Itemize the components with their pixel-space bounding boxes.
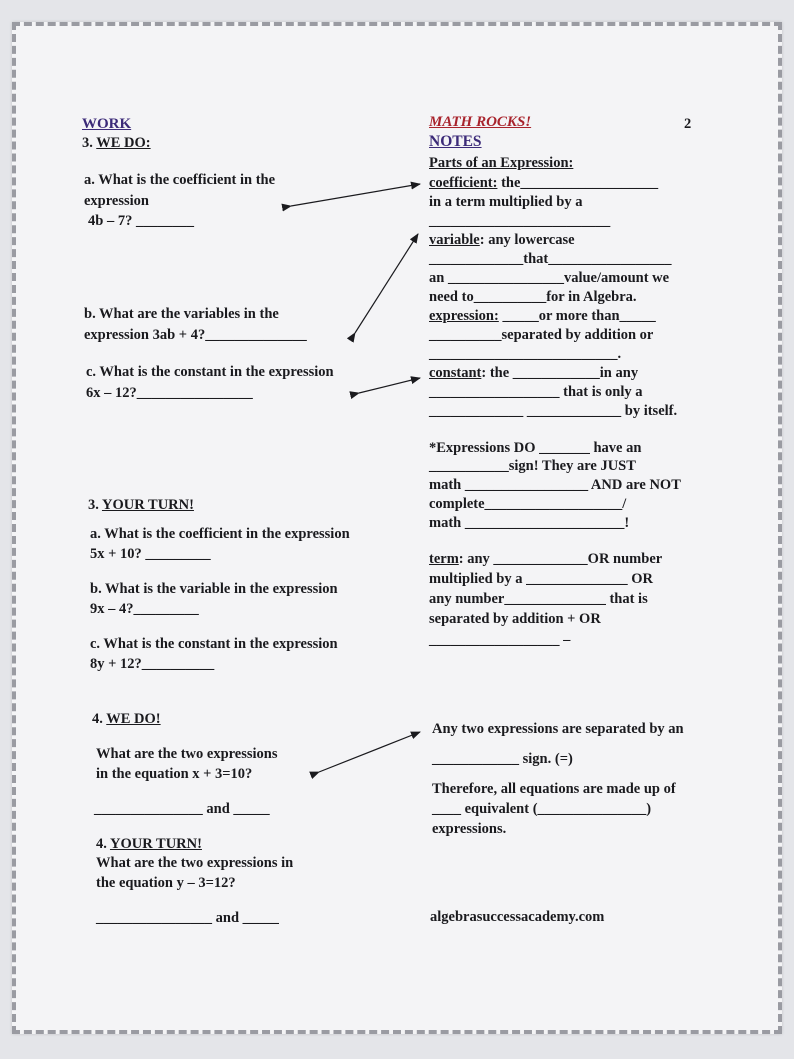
yt3b-line1: b. What is the variable in the expression (90, 581, 338, 597)
term-line4: separated by addition + OR (429, 611, 601, 627)
note-line2: ___________sign! They are JUST (429, 458, 636, 474)
coefficient-line2: in a term multiplied by a (429, 194, 583, 210)
coefficient-term: coefficient: (429, 175, 498, 191)
expression-rest: _____or more than_____ (498, 308, 656, 324)
we-do-3-label: WE DO: (96, 135, 151, 151)
coefficient-rest: the___________________ (497, 175, 659, 191)
yt3b-line2: 9x – 4?_________ (90, 601, 199, 617)
work-heading: WORK (82, 116, 132, 132)
q3a-line3: 4b – 7? ________ (88, 213, 194, 229)
variable-line2: _____________that_________________ (429, 251, 672, 267)
note-line4: complete___________________/ (429, 496, 627, 512)
we-do-4-label: WE DO! (106, 711, 161, 727)
your-turn-3-heading (88, 497, 194, 514)
term-term: term (429, 551, 459, 567)
q3a-line1: a. What is the coefficient in the (84, 172, 276, 188)
variable-line1 (429, 232, 575, 249)
yt4-answer: ________________ and _____ (96, 910, 279, 926)
constant-term: constant (429, 365, 482, 381)
website-footer: algebrasuccessacademy.com (430, 909, 605, 925)
variable-line4: need to__________for in Algebra. (429, 289, 637, 305)
yt3c-line2: 8y + 12?__________ (90, 656, 215, 672)
variable-term: variable (429, 232, 480, 248)
yt4-line1: What are the two expressions in (96, 855, 294, 871)
note-line1: *Expressions DO _______ have an (429, 440, 642, 456)
q3c-line2: 6x – 12?________________ (86, 385, 253, 401)
variable-line3: an ________________value/amount we (429, 270, 670, 286)
wd4-answer: _______________ and _____ (94, 801, 270, 817)
your-turn-4-heading (96, 836, 202, 853)
constant-line2: __________________ that is only a (429, 384, 643, 400)
page-number: 2 (684, 116, 692, 132)
yt4-line2: the equation y – 3=12? (96, 875, 236, 891)
constant-line1 (429, 365, 638, 382)
we-do-4-number: 4. (92, 711, 103, 727)
expression-line2: __________separated by addition or (429, 327, 654, 343)
q3a-line2: expression (84, 193, 149, 209)
therefore-line3: expressions. (432, 821, 507, 837)
variable-rest: : any lowercase (479, 232, 575, 248)
expression-line1 (429, 308, 656, 325)
expression-term: expression: (429, 308, 499, 324)
any-two-line2: ____________ sign. (=) (432, 751, 573, 767)
term-rest: : any _____________OR number (458, 551, 663, 567)
coefficient-line3: _________________________ (429, 213, 611, 229)
wd4-line1: What are the two expressions (96, 746, 278, 762)
yt3c-line1: c. What is the constant in the expression (90, 636, 338, 652)
expression-line3: __________________________. (429, 346, 622, 362)
parts-heading: Parts of an Expression: (429, 155, 574, 171)
math-rocks-title: MATH ROCKS! (429, 114, 532, 130)
notes-heading: NOTES (429, 133, 482, 150)
your-turn-3-label: YOUR TURN! (101, 497, 194, 513)
term-line1 (429, 551, 662, 568)
term-line3: any number______________ that is (429, 591, 648, 607)
constant-rest: : the ____________in any (481, 365, 639, 381)
your-turn-4-label: YOUR TURN! (109, 836, 202, 852)
constant-line3: _____________ _____________ by itself. (429, 403, 678, 419)
any-two-line1: Any two expressions are separated by an (432, 721, 684, 737)
therefore-line2: ____ equivalent (_______________) (432, 801, 652, 817)
note-line5: math ______________________! (429, 515, 630, 531)
we-do-3-number: 3. (82, 135, 93, 151)
we-do-4-heading (92, 711, 161, 728)
note-line3: math _________________ AND are NOT (429, 477, 681, 493)
term-line2: multiplied by a ______________ OR (429, 571, 653, 587)
coefficient-line1 (429, 175, 658, 192)
your-turn-4-number: 4. (96, 836, 107, 852)
q3c-line1: c. What is the constant in the expression (86, 364, 334, 380)
your-turn-3-number: 3. (88, 497, 99, 513)
yt3a-line1: a. What is the coefficient in the expression (90, 526, 350, 542)
wd4-line2: in the equation x + 3=10? (96, 766, 253, 782)
q3b-line2: expression 3ab + 4?______________ (84, 327, 307, 343)
term-line5: __________________ – (429, 632, 571, 648)
we-do-3-heading (82, 135, 151, 152)
q3b-line1: b. What are the variables in the (84, 306, 279, 322)
yt3a-line2: 5x + 10? _________ (90, 546, 211, 562)
therefore-line1: Therefore, all equations are made up of (432, 781, 676, 797)
